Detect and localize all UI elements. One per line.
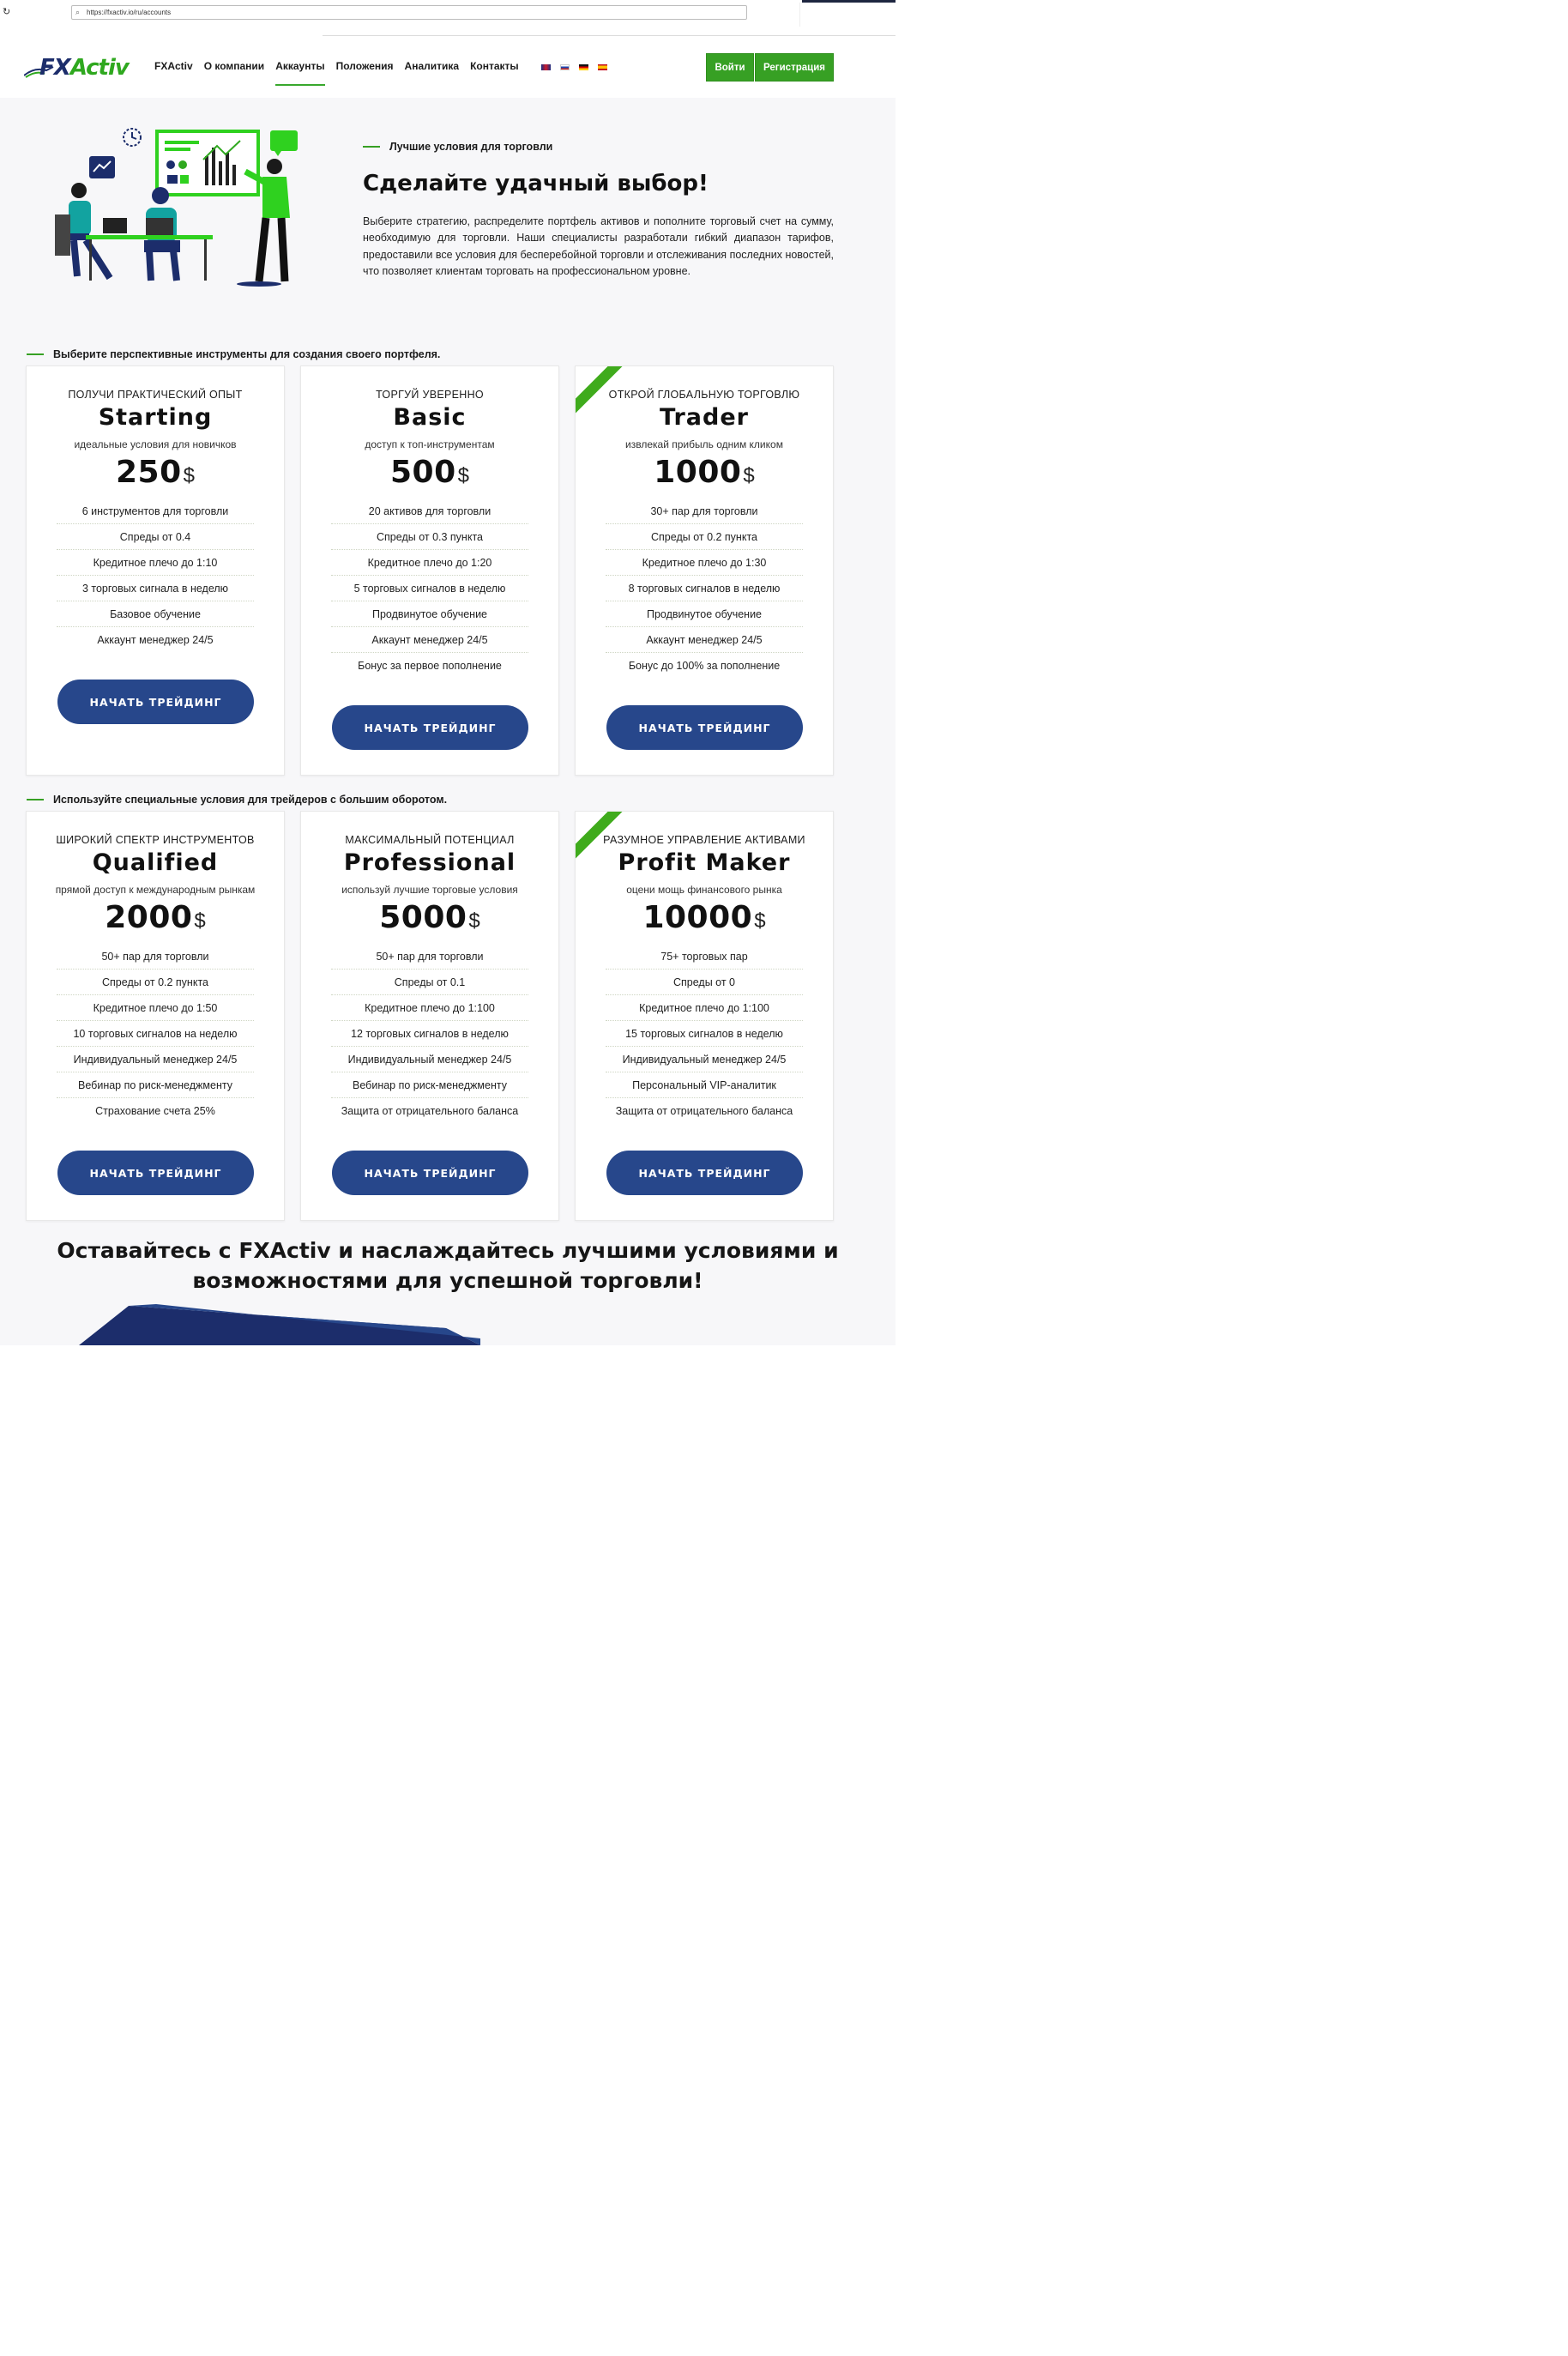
search-icon: ⌕: [75, 8, 81, 16]
feature-item: Индивидуальный менеджер 24/5: [606, 1047, 803, 1072]
feature-item: 50+ пар для торговли: [331, 944, 528, 970]
plan-subtitle: прямой доступ к международным рынкам: [55, 884, 256, 896]
hero-eyebrow-text: Лучшие условия для торговли: [389, 141, 553, 153]
price-currency: $: [468, 909, 480, 933]
section-eyebrow-text: Выберите перспективные инструменты для создания своего портфеля.: [53, 348, 441, 360]
accent-dash: [363, 146, 380, 148]
feature-item: Спреды от 0.1: [331, 970, 528, 995]
plan-name: Trader: [660, 404, 749, 431]
plan-card-profit-maker: [575, 811, 834, 1221]
plan-name: Basic: [393, 404, 467, 431]
plan-kicker: ТОРГУЙ УВЕРЕННО: [376, 389, 484, 401]
feature-item: Базовое обучение: [57, 601, 254, 627]
start-trading-button[interactable]: НАЧАТЬ ТРЕЙДИНГ: [606, 705, 803, 750]
main-nav: [154, 60, 530, 76]
feature-item: Спреды от 0.4: [57, 524, 254, 550]
feature-list: [331, 498, 528, 679]
price-currency: $: [743, 464, 755, 487]
feature-item: 12 торговых сигналов в неделю: [331, 1021, 528, 1047]
price-currency: $: [194, 909, 206, 933]
plan-price: [27, 900, 284, 935]
plan-subtitle: используй лучшие торговые условия: [341, 884, 518, 896]
feature-item: 8 торговых сигналов в неделю: [606, 576, 803, 601]
feature-item: 10 торговых сигналов на неделю: [57, 1021, 254, 1047]
feature-item: Защита от отрицательного баланса: [615, 1105, 793, 1117]
feature-item: Кредитное плечо до 1:20: [331, 550, 528, 576]
plan-kicker: ОТКРОЙ ГЛОБАЛЬНУЮ ТОРГОВЛЮ: [608, 389, 800, 401]
language-switcher: [541, 64, 607, 70]
feature-item: Аккаунт менеджер 24/5: [331, 627, 528, 653]
team-trading-illustration: [53, 122, 311, 289]
plan-kicker: ПОЛУЧИ ПРАКТИЧЕСКИЙ ОПЫТ: [68, 389, 243, 401]
feature-item: Спреды от 0.2 пункта: [606, 524, 803, 550]
nav-contacts[interactable]: Контакты: [470, 60, 519, 72]
browser-chrome: [0, 0, 896, 38]
plan-card-trader: [575, 365, 834, 776]
feature-list: [57, 944, 254, 1124]
plan-card-basic: [300, 365, 559, 776]
feature-item: Кредитное плечо до 1:10: [57, 550, 254, 576]
section-eyebrow: [27, 794, 447, 806]
plan-price: [301, 900, 558, 935]
feature-item: Вебинар по риск-менеджменту: [331, 1072, 528, 1098]
hero-eyebrow: [363, 141, 552, 153]
price-currency: $: [754, 909, 766, 933]
feature-item: Кредитное плечо до 1:100: [331, 995, 528, 1021]
footer-decoration: [0, 1304, 896, 1345]
plan-price: [576, 900, 833, 935]
accent-dash: [27, 353, 44, 355]
feature-list: [606, 498, 803, 679]
price-amount: 5000: [379, 900, 467, 935]
plan-name: Professional: [343, 849, 516, 876]
closing-line-2: возможностями для успешной торговли!: [192, 1268, 703, 1293]
divider: [323, 35, 896, 36]
plan-price: [301, 455, 558, 490]
start-trading-button[interactable]: НАЧАТЬ ТРЕЙДИНГ: [332, 1151, 528, 1195]
nav-accounts[interactable]: Аккаунты: [275, 60, 324, 76]
gb-flag-icon[interactable]: [541, 64, 551, 70]
nav-terms[interactable]: Положения: [335, 60, 394, 72]
price-amount: 250: [115, 455, 182, 490]
feature-item: 50+ пар для торговли: [57, 944, 254, 970]
feature-item: Индивидуальный менеджер 24/5: [57, 1047, 254, 1072]
plan-subtitle: идеальные условия для новичков: [74, 438, 237, 450]
plan-name: Starting: [98, 404, 213, 431]
login-button[interactable]: Войти: [706, 53, 754, 82]
feature-item: Защита от отрицательного баланса: [341, 1105, 519, 1117]
logo-part-activ: Activ: [69, 55, 129, 81]
address-bar[interactable]: [71, 5, 747, 20]
feature-item: Персональный VIP-аналитик: [606, 1072, 803, 1098]
accent-dash: [27, 799, 44, 800]
feature-item: 20 активов для торговли: [331, 498, 528, 524]
start-trading-button[interactable]: НАЧАТЬ ТРЕЙДИНГ: [57, 1151, 254, 1195]
plan-kicker: ШИРОКИЙ СПЕКТР ИНСТРУМЕНТОВ: [56, 834, 255, 846]
de-flag-icon[interactable]: [579, 64, 588, 70]
logo-wordmark: [39, 55, 129, 81]
site-logo[interactable]: [24, 53, 136, 82]
feature-list: [57, 498, 254, 653]
feature-item: Спреды от 0.2 пункта: [57, 970, 254, 995]
site-header: [0, 38, 896, 98]
logo-part-fx: FX: [39, 55, 70, 81]
hero-title: Сделайте удачный выбор!: [363, 171, 709, 196]
feature-item: 6 инструментов для торговли: [57, 498, 254, 524]
plan-name: Qualified: [92, 849, 219, 876]
section-eyebrow-text: Используйте специальные условия для трейдеров с большим оборотом.: [53, 794, 448, 806]
price-amount: 500: [389, 455, 456, 490]
feature-item: Аккаунт менеджер 24/5: [97, 634, 214, 646]
feature-item: Продвинутое обучение: [606, 601, 803, 627]
plan-kicker: МАКСИМАЛЬНЫЙ ПОТЕНЦИАЛ: [345, 834, 515, 846]
hero-description: Выберите стратегию, распределите портфель активов и пополните торговый счет на сумму, необходимую для торговли. Наши специалисты разработали гибкий диапазон тарифов, предоставили все условия для бесперебойной торговли и отслеживания последних новостей, что позволяет клиентам торговать на профессиональном уровне.: [363, 215, 834, 277]
ru-flag-icon[interactable]: [560, 64, 570, 70]
feature-item: Кредитное плечо до 1:100: [606, 995, 803, 1021]
feature-list: [331, 944, 528, 1124]
price-amount: 2000: [105, 900, 193, 935]
plan-subtitle: оцени мощь финансового рынка: [626, 884, 782, 896]
feature-item: Страхование счета 25%: [95, 1105, 215, 1117]
price-amount: 10000: [642, 900, 753, 935]
feature-item: Аккаунт менеджер 24/5: [606, 627, 803, 653]
reload-icon[interactable]: ↻: [3, 7, 11, 17]
es-flag-icon[interactable]: [598, 64, 607, 70]
feature-item: 3 торговых сигнала в неделю: [57, 576, 254, 601]
browser-panel: [799, 3, 896, 27]
feature-list: [606, 944, 803, 1124]
feature-item: Кредитное плечо до 1:30: [606, 550, 803, 576]
plan-subtitle: извлекай прибыль одним кликом: [625, 438, 783, 450]
feature-item: Продвинутое обучение: [331, 601, 528, 627]
plan-card-starting: [26, 365, 285, 776]
feature-item: Спреды от 0: [606, 970, 803, 995]
plan-card-professional: [300, 811, 559, 1221]
start-trading-button[interactable]: НАЧАТЬ ТРЕЙДИНГ: [332, 705, 528, 750]
price-amount: 1000: [654, 455, 742, 490]
start-trading-button[interactable]: НАЧАТЬ ТРЕЙДИНГ: [57, 680, 254, 724]
feature-item: 5 торговых сигналов в неделю: [331, 576, 528, 601]
nav-analytics[interactable]: Аналитика: [404, 60, 460, 72]
feature-item: 15 торговых сигналов в неделю: [606, 1021, 803, 1047]
feature-item: Бонус до 100% за пополнение: [628, 660, 781, 672]
address-url: https://fxactiv.io/ru/accounts: [87, 9, 172, 16]
feature-item: Кредитное плечо до 1:50: [57, 995, 254, 1021]
closing-heading: [0, 1235, 896, 1296]
register-button[interactable]: Регистрация: [755, 53, 834, 82]
plan-card-qualified: [26, 811, 285, 1221]
nav-about[interactable]: О компании: [203, 60, 265, 72]
plan-name: Profit Maker: [618, 849, 791, 876]
section-eyebrow: [27, 348, 440, 360]
price-currency: $: [183, 464, 195, 487]
nav-fxactiv[interactable]: FXActiv: [154, 60, 193, 72]
price-currency: $: [457, 464, 469, 487]
plan-subtitle: доступ к топ-инструментам: [365, 438, 495, 450]
feature-item: 75+ торговых пар: [606, 944, 803, 970]
plan-price: [27, 455, 284, 490]
feature-item: Бонус за первое пополнение: [358, 660, 502, 672]
closing-line-1: Оставайтесь с FXActiv и наслаждайтесь лучшими условиями и: [57, 1238, 839, 1263]
feature-item: Вебинар по риск-менеджменту: [57, 1072, 254, 1098]
plan-kicker: РАЗУМНОЕ УПРАВЛЕНИЕ АКТИВАМИ: [603, 834, 805, 846]
start-trading-button[interactable]: НАЧАТЬ ТРЕЙДИНГ: [606, 1151, 803, 1195]
feature-item: Спреды от 0.3 пункта: [331, 524, 528, 550]
feature-item: 30+ пар для торговли: [606, 498, 803, 524]
plan-price: [576, 455, 833, 490]
feature-item: Индивидуальный менеджер 24/5: [331, 1047, 528, 1072]
